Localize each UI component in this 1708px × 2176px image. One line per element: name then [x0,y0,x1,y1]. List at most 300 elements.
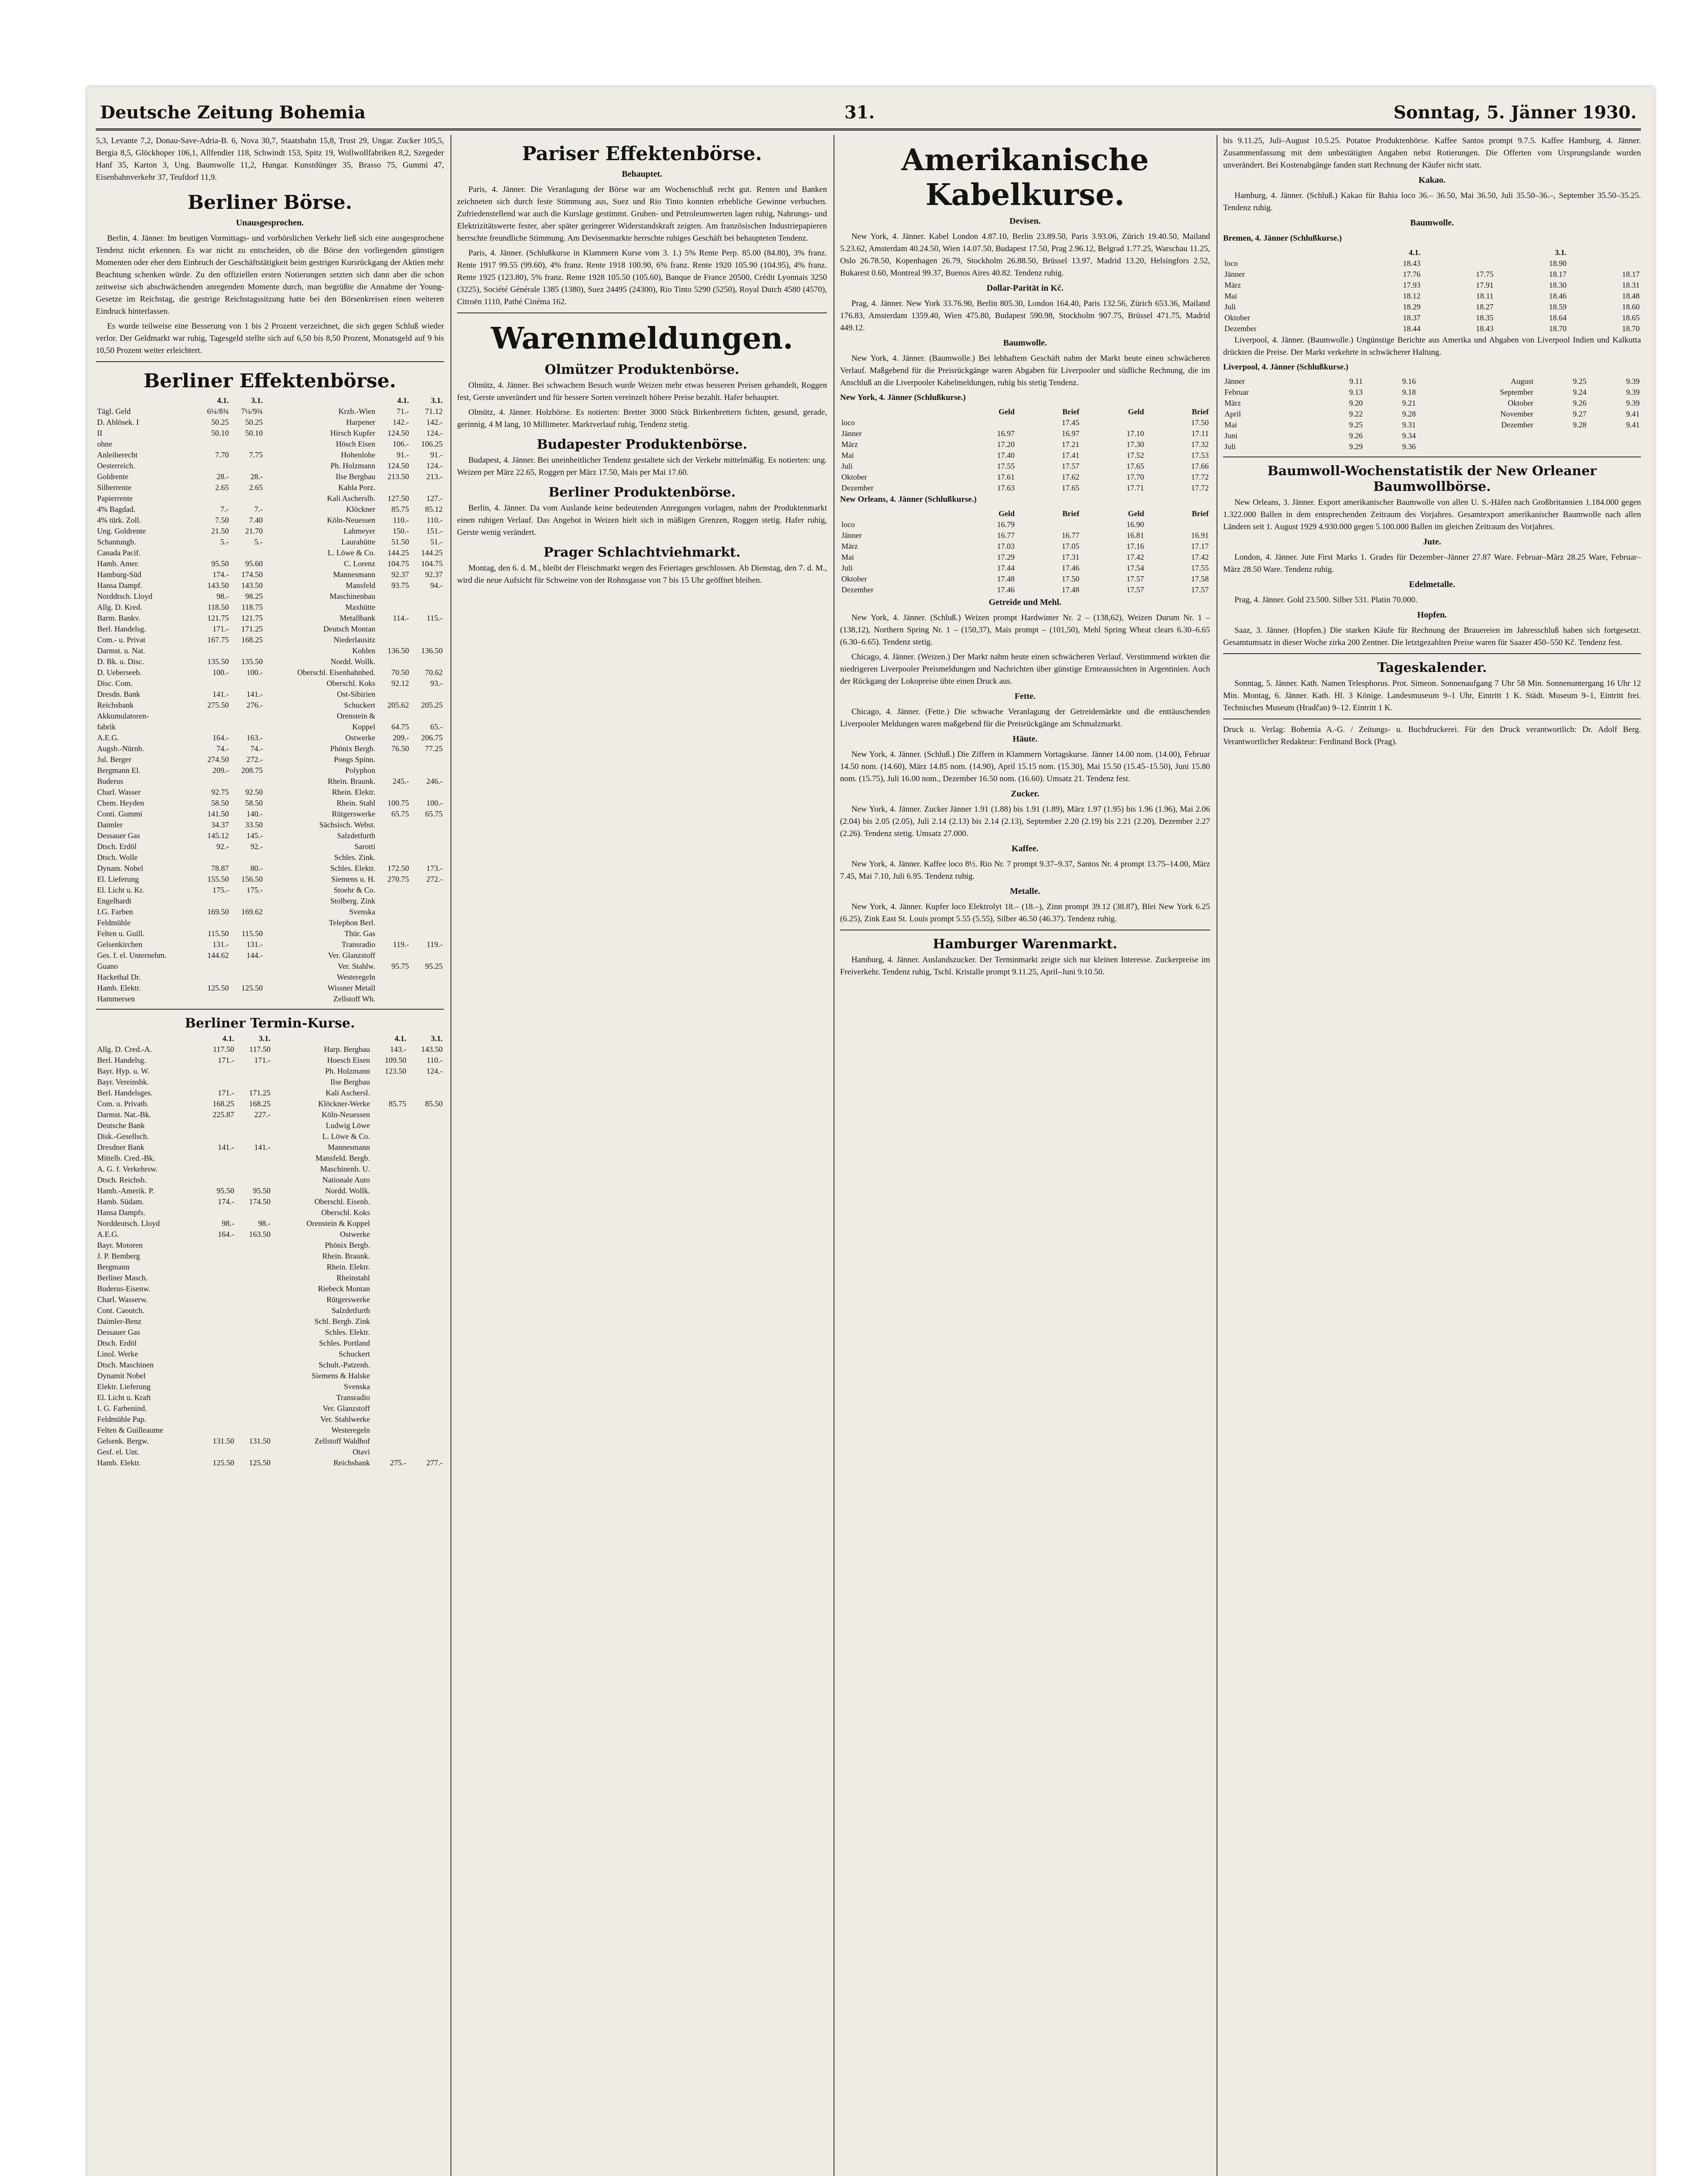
table-cell: September [1500,388,1533,396]
table-row [96,1349,444,1360]
table-cell: Ver. Glanzstoff [328,951,376,960]
table-row [96,1262,444,1273]
table-cell [377,765,410,776]
table-row [96,863,444,874]
table-row [96,1436,444,1447]
table-cell: Jänner [841,531,862,540]
table-cell: November [1500,410,1533,418]
table-row [96,852,444,863]
table-row [1223,323,1641,334]
column-header [96,1033,199,1044]
table-cell: Norddeutsch. Lloyd [97,1219,160,1228]
table-cell: 9.21 [1402,399,1416,407]
table-cell [230,961,264,972]
table-cell: 115.50 [241,929,263,938]
table-cell [377,656,410,667]
table-cell: 85.75 [391,505,409,514]
table-cell: 16.91 [1191,531,1209,540]
table-row [96,1088,444,1098]
table-cell: Klöckner [346,505,376,514]
table-row [96,994,444,1004]
table-row [96,678,444,689]
table-caption: Liverpool, 4. Jänner (Schlußkurse.) [1223,363,1348,372]
table-cell [1568,258,1641,269]
paragraph: Berlin, 4. Jänner. Im heutigen Vormittags- und vorbörslichen Verkehr ließ sich eine ausgesprochene Tendenz nicht erkennen. Es war nicht zu entscheiden, ob die Börse den vorliegenden günstigen Momenten oder eher dem Einbruch der Geschäftstätigkeit beim gestrigen Kursrückgang der Aktien mehr Beachtung schenken würde. Zu den offiziellen ersten Notierungen setzten sich dann aber die schon zeitweise sich abschwächenden anregenden Momente durch, man begrüßte die Annahme der Young-Gesetze im Reichstag, die gestrige Reichstagssitzung hatte bei den Börsenkreisen einen weiteren Eindruck hinterlassen. [96,234,444,316]
table-cell: Dezember [1501,420,1533,429]
table-cell [1145,519,1210,530]
table-cell: Com. u. Privatb. [97,1099,149,1108]
table-cell: Juli [1224,442,1236,451]
table-cell [410,787,444,798]
table-row [840,472,1210,483]
table-cell: 171.25 [249,1088,271,1097]
table-cell [377,852,410,863]
table-cell [1588,441,1641,452]
table-cell: ohne [97,440,112,448]
table-row [96,754,444,765]
table-cell: Dtsch. Maschinen [97,1360,154,1369]
table-cell: Akkumulatoren- [97,712,149,720]
table-cell: Schuckert [339,1350,370,1358]
table-cell [1016,519,1081,530]
ny-cotton-table [840,406,1210,494]
table-cell: 164.- [212,733,229,742]
table-cell: Oberschl. Koks [321,1208,370,1217]
table-row [96,896,444,907]
table-cell: Tägl. Geld [97,407,131,416]
table-cell: 17.54 [1126,564,1144,572]
table-cell [199,1175,235,1185]
table-cell: Papierrente [97,494,133,503]
table-cell [371,1142,407,1153]
table-cell [230,852,264,863]
table-cell: 17.10 [1126,429,1144,438]
table-cell: 277.- [426,1458,443,1467]
table-cell: 7.- [254,505,263,514]
table-cell [377,994,410,1004]
table-cell: 95.50 [211,559,229,568]
table-cell [407,1273,444,1283]
table-cell: Cont. Caoutch. [97,1306,145,1315]
table-cell: 92.12 [391,679,409,688]
table-cell: 171.- [212,625,229,633]
paragraph: Liverpool, 4. Jänner. (Baumwolle.) Ungünstige Berichte aus Amerika und Abgaben von Liverpool Indien und Kalkutta drückten die Preise. Der Markt verkehrte in schwächerer Haltung. [1223,336,1641,357]
table-cell: 119.- [427,940,443,949]
table-cell: 17.72 [1191,473,1209,481]
table-row [96,1055,444,1066]
table-cell: 18.65 [1622,313,1640,322]
table-cell: L. Löwe & Co. [322,1132,370,1141]
table-cell [230,896,264,907]
table-cell: 117.50 [249,1045,271,1054]
table-cell [199,1066,235,1077]
table-row [96,1316,444,1327]
table-cell: Westeregeln [331,1426,370,1434]
column-header [264,395,377,406]
table-cell [199,1316,235,1327]
table-cell: Ver. Glanzstoff [323,1404,370,1413]
table-cell: Mai [1224,420,1237,429]
orleans-cotton-table [840,508,1210,595]
table-cell: 93.75 [391,581,409,590]
paragraph: New York, 4. Jänner. (Schluß.) Weizen prompt Hardwinter Nr. 2 – (138,62), Weizen Durum Nr. 1 – (138,12), Northern Spring Nr. 1 – (150,37), Mais prompt – (101,50), Mehl Spring Wheat clears 6.30–6.65 (6.30–6.65). Tendenz stetig. [840,613,1210,647]
table-cell: 150.- [393,527,409,535]
table-cell: 17.65 [1126,462,1144,470]
table-cell: Hirsch Kupfer [330,429,376,437]
paragraph: Olmütz, 4. Jänner. Holzbörse. Es notierten: Bretter 3000 Stück Birkenbrettern fichten, gesund, gerade, gerinnig, 4 M lang, 10 Millimeter. Marktverlauf ruhig, Tendenz stetig. [457,408,827,429]
table-cell: Ges. f. el. Unternehm. [97,951,167,960]
table-cell: 91.- [397,450,409,459]
table-row [840,439,1210,450]
table-cell [199,1305,235,1316]
table-cell: Goldrente [97,472,128,481]
subsection-label: Kakao. [1419,175,1446,185]
table-cell: Juni [1224,431,1238,440]
table-cell: 123.50 [384,1067,407,1075]
table-cell: 9.28 [1402,410,1416,418]
table-cell: Juli [841,462,853,470]
table-row [96,547,444,558]
table-cell: Ost-Sibirien [337,690,376,698]
table-cell: 17.48 [997,574,1015,583]
table-cell: 65.75 [425,809,443,818]
table-cell: Dynamit Nobel [97,1371,146,1380]
table-cell: Dtsch. Wolle [97,853,138,862]
table-cell [235,1349,272,1360]
table-cell: 92.- [250,842,263,851]
table-cell: Maschinenbau [329,592,376,601]
table-cell [371,1273,407,1283]
table-cell [377,983,410,994]
table-cell: 92.37 [391,570,409,579]
table-cell: 143.50 [241,581,263,590]
table-cell: 174.50 [241,570,263,579]
table-cell: 164.- [218,1230,235,1239]
table-cell: 17.57 [1062,462,1079,470]
table-cell: 213.- [426,472,443,481]
table-cell: 18.59 [1549,302,1567,311]
table-cell: August [1510,377,1533,386]
table-cell [230,994,264,1004]
table-cell: 16.77 [1062,531,1079,540]
table-row [96,1294,444,1305]
table-cell: 272.- [426,875,443,883]
column-3 [840,135,1210,2176]
section-title: Berliner Effektenbörse. [143,370,397,392]
table-cell: 98.25 [245,592,263,601]
table-cell: 17.45 [1062,418,1079,427]
column-header: 3.1. [431,1034,443,1043]
table-cell [199,1077,235,1088]
table-cell [235,1403,272,1414]
table-cell: 168.25 [241,635,263,644]
table-cell [230,547,264,558]
table-row [840,428,1210,439]
table-cell: 17.66 [1191,462,1209,470]
table-cell: Dynam. Nobel [97,864,143,873]
table-row [96,439,444,450]
table-cell: 125.50 [212,1458,235,1467]
table-cell: 17.91 [1476,281,1494,289]
table-row [96,841,444,852]
table-cell: 9.27 [1573,410,1587,418]
table-row [96,1109,444,1120]
table-cell [235,1414,272,1425]
table-row [96,493,444,504]
table-cell: Dtsch. Erdöl [97,1339,137,1347]
table-cell [199,1360,235,1370]
table-cell: Reichsbank [333,1458,370,1467]
table-cell: Mannesmann [333,570,376,579]
table-cell: 18.90 [1549,259,1567,268]
table-cell [196,852,230,863]
table-row [840,519,1210,530]
table-cell: 167.75 [207,635,229,644]
table-cell [1422,258,1495,269]
subsection-label: Edelmetalle. [1409,580,1456,589]
table-cell: 18.43 [1476,324,1494,333]
table-row [96,1164,444,1175]
divider [96,361,444,362]
table-cell [235,1327,272,1338]
table-cell [410,896,444,907]
table-cell [235,1447,272,1457]
table-cell [407,1327,444,1338]
table-cell [377,928,410,939]
table-cell: Anleiherecht [97,450,138,459]
table-cell [235,1392,272,1403]
table-cell: A.E.G. [97,733,119,742]
table-cell: 9.31 [1402,420,1416,429]
table-cell: Schuckert [344,701,376,709]
table-cell: 119.- [393,940,409,949]
table-row [96,1142,444,1153]
table-cell: Berliner Masch. [97,1273,148,1282]
table-cell: Schles. Elektr. [325,1328,370,1336]
paragraph: Olmütz, 4. Jänner. Bei schwachem Besuch wurde Weizen mehr etwas besseren Preisen gehandelt, Roggen fest, Gerste unverändert und für bessere Sorten vereinzelt höhere Preise bezahlt. Hafer behauptet. [457,381,827,402]
column-header: 4.1. [222,1034,235,1043]
table-cell [1535,430,1588,441]
table-cell: 18.12 [1402,292,1421,300]
table-cell: 110.- [427,1056,443,1064]
table-cell: Stolberg. Zink [330,897,376,905]
table-cell [377,624,410,635]
table-cell [407,1251,444,1262]
table-cell: 136.50 [387,646,409,655]
table-cell [377,754,410,765]
table-cell: Dtsch. Reichsb. [97,1175,147,1184]
table-cell [377,950,410,961]
table-row [96,1283,444,1294]
table-cell [371,1360,407,1370]
table-cell [199,1273,235,1283]
column-header [1223,247,1349,258]
table-cell: 74.- [216,744,229,753]
table-cell: 125.50 [249,1458,271,1467]
table-cell: Phönix Bergb. [325,1241,370,1249]
table-row [96,819,444,830]
table-cell [410,819,444,830]
table-cell: 121.75 [207,614,229,622]
table-cell: 28.- [250,472,263,481]
table-cell [230,645,264,656]
intro-text: bis 9.11.25, Juli–August 10.5.25. Potatoe Produktenbörse. Kaffee Santos prompt 9.7.5. Kaffee Hamburg, 4. Jänner. Zusammenfassung mit dem unbestätigten Angaben nebst Rotierungen. Die Offerten vom Ursprungslande wurden unverändert. Bei Kostenabgänge fanden statt Rechnung der Käufer nicht statt. [1223,136,1641,170]
table-cell: 140.- [246,809,263,818]
subsection-label: Zucker. [1011,789,1039,799]
table-cell [371,1447,407,1457]
table-cell: 174.- [218,1197,235,1206]
table-cell: Schantungb. [97,537,136,546]
subsection-title: Berliner Produktenbörse. [548,485,736,500]
table-cell: 275.50 [207,701,229,709]
table-row [1223,269,1641,280]
table-cell: 50.10 [245,429,263,437]
table-header-row [96,1033,444,1044]
table-cell: Jänner [1224,270,1245,279]
table-cell: April [1224,410,1241,418]
table-cell: 85.75 [388,1099,407,1108]
subsection-label: Dollar-Parität in Kč. [986,283,1064,293]
table-cell: Allg. D. Kred. [97,603,142,611]
table-cell: 117.50 [213,1045,235,1054]
table-cell: 143.50 [207,581,229,590]
table-cell: Schl. Bergb. Zink [314,1317,370,1326]
paragraph: Paris, 4. Jänner. (Schlußkurse in Klammern Kurse vom 3. 1.) 5% Rente Perp. 85.00 (84.80), 3% franz. Rente 1917 99.55 (99.60), 4% franz. Rente 1918 100.90, 6% franz. Rente 1920 105.90 (104.95), 4% franz. Rente 1925 (123.80), 5% franz. Rente 1928 105.50 (105.60), Banque de France 20500, Crédit Lyonnais 3250 (3225), Société Générale 1385 (1380), Suez 24495 (24300), Rio Tinto 5290 (5250), Royal Dutch 4580 (4570), Citroën 1110, Pathé Cinéma 162. [457,248,827,306]
column-header: 3.1. [431,396,443,405]
table-cell [1535,441,1588,452]
table-cell: 18.29 [1402,302,1421,311]
table-cell: 9.16 [1402,377,1416,386]
table-cell [196,776,230,787]
table-cell [407,1349,444,1360]
table-cell: Gelsenkirchen [97,940,142,949]
table-cell [371,1218,407,1229]
table-cell [371,1207,407,1218]
table-cell: Siemens u. H. [331,875,376,883]
table-cell [377,711,410,722]
table-cell [1588,430,1641,441]
table-cell: 71.- [397,407,409,416]
table-cell: 92.50 [245,788,263,796]
table-row [96,743,444,754]
table-row [840,530,1210,541]
table-cell: 17.65 [1062,484,1079,492]
table-cell: März [841,542,858,551]
table-cell: Elektr. Lieferung [97,1382,151,1391]
table-cell: C. Lorenz [344,559,376,568]
table-cell: 21.70 [245,527,263,535]
divider [1223,653,1641,654]
table-cell: Feldmühle [97,918,131,927]
table-cell: 70.50 [391,668,409,677]
table-cell [199,1262,235,1273]
column-header: 4.1. [394,1034,407,1043]
column-header: Brief [1062,509,1079,518]
subsection-label: Hopfen. [1417,610,1447,620]
table-cell: 17.62 [1062,473,1079,481]
table-cell: 5.- [254,537,263,546]
table-cell: Reichsbank [97,701,134,709]
table-row [96,591,444,602]
table-cell [235,1316,272,1327]
table-cell: Ostwerke [345,733,376,742]
table-cell [377,482,410,493]
table-row [96,1131,444,1142]
table-cell: 227.- [254,1110,271,1119]
table-cell: 92.- [216,842,229,851]
table-cell: 144.25 [387,548,409,557]
table-cell: Transradio [341,940,376,949]
table-cell: 50.25 [245,418,263,426]
table-cell [371,1283,407,1294]
table-cell: 115.50 [207,929,229,938]
table-cell: 91.- [430,450,443,459]
table-cell [235,1131,272,1142]
table-cell [371,1262,407,1273]
table-cell: 168.25 [249,1099,271,1108]
table-cell: 51.- [430,537,443,546]
table-cell: 17.31 [1062,553,1079,561]
table-cell: 100.- [426,799,443,807]
table-row [96,1370,444,1381]
table-cell: 9.26 [1573,399,1587,407]
table-cell [371,1196,407,1207]
table-cell: 172.50 [387,864,409,873]
table-cell [407,1283,444,1294]
table-cell: 174.- [212,570,229,579]
table-row [96,798,444,809]
column-header: Geld [1128,407,1144,416]
table-cell: 131.50 [212,1437,235,1445]
table-cell: Mai [841,553,854,561]
table-cell: 33.50 [245,820,263,829]
table-row [96,482,444,493]
table-cell: 18.64 [1549,313,1567,322]
table-cell: 106.25 [421,440,443,448]
table-cell: 145.12 [207,831,229,840]
table-row [1223,302,1641,312]
table-cell: 34.37 [211,820,229,829]
table-cell [1417,441,1535,452]
table-cell [410,656,444,667]
table-cell: 17.32 [1191,440,1209,449]
table-cell: 64.75 [391,722,409,731]
table-cell: Schles. Elektr. [330,864,376,873]
table-cell: 17.50 [1062,574,1079,583]
table-cell: 245.- [393,777,409,786]
table-cell [235,1294,272,1305]
paragraph: New York, 4. Jänner. Kabel London 4.87.10, Berlin 23.89.50, Paris 3.93.06, Zürich 19.40.50, Mailand 5.23.62, Amsterdam 40.24.50, Wien 14.07.50, Budapest 17.50, Prag 2.96.12, Belgrad 1.77.25, Warschau 11.25, Oslo 26.78.50, Kopenhagen 26.79, Stockholm 26.88.50, Brüssel 13.97, Madrid 13.20, Helsingfors 2.52, Bukarest 0.60, Montreal 99.37, Buenos Aires 40.82. Tendenz ruhig. [840,232,1210,278]
table-cell [407,1229,444,1240]
table-cell [199,1392,235,1403]
table-row [96,1153,444,1164]
divider [96,1009,444,1010]
table-cell: Zellstoff Waldhof [314,1437,370,1445]
table-cell: Oktober [841,574,867,583]
table-cell: Oktober [841,473,867,481]
table-cell: Canada Pacif. [97,548,141,557]
table-cell [407,1381,444,1392]
table-row [96,972,444,983]
table-cell: 9.28 [1573,420,1587,429]
table-cell: 106.- [393,440,409,448]
table-cell: Oberschl. Koks [326,679,376,688]
table-cell [235,1077,272,1088]
table-cell [199,1414,235,1425]
table-cell: I.G. Farben [97,907,133,916]
paragraph: New York, 4. Jänner. Kaffee loco 8½. Rio Nr. 7 prompt 9.37–9.37, Santos Nr. 4 prompt 13.75–14.00, März 7.45, Mai 7.10, Juli 6.95. Tendenz ruhig. [840,860,1210,881]
table-cell: 17.42 [1126,553,1144,561]
